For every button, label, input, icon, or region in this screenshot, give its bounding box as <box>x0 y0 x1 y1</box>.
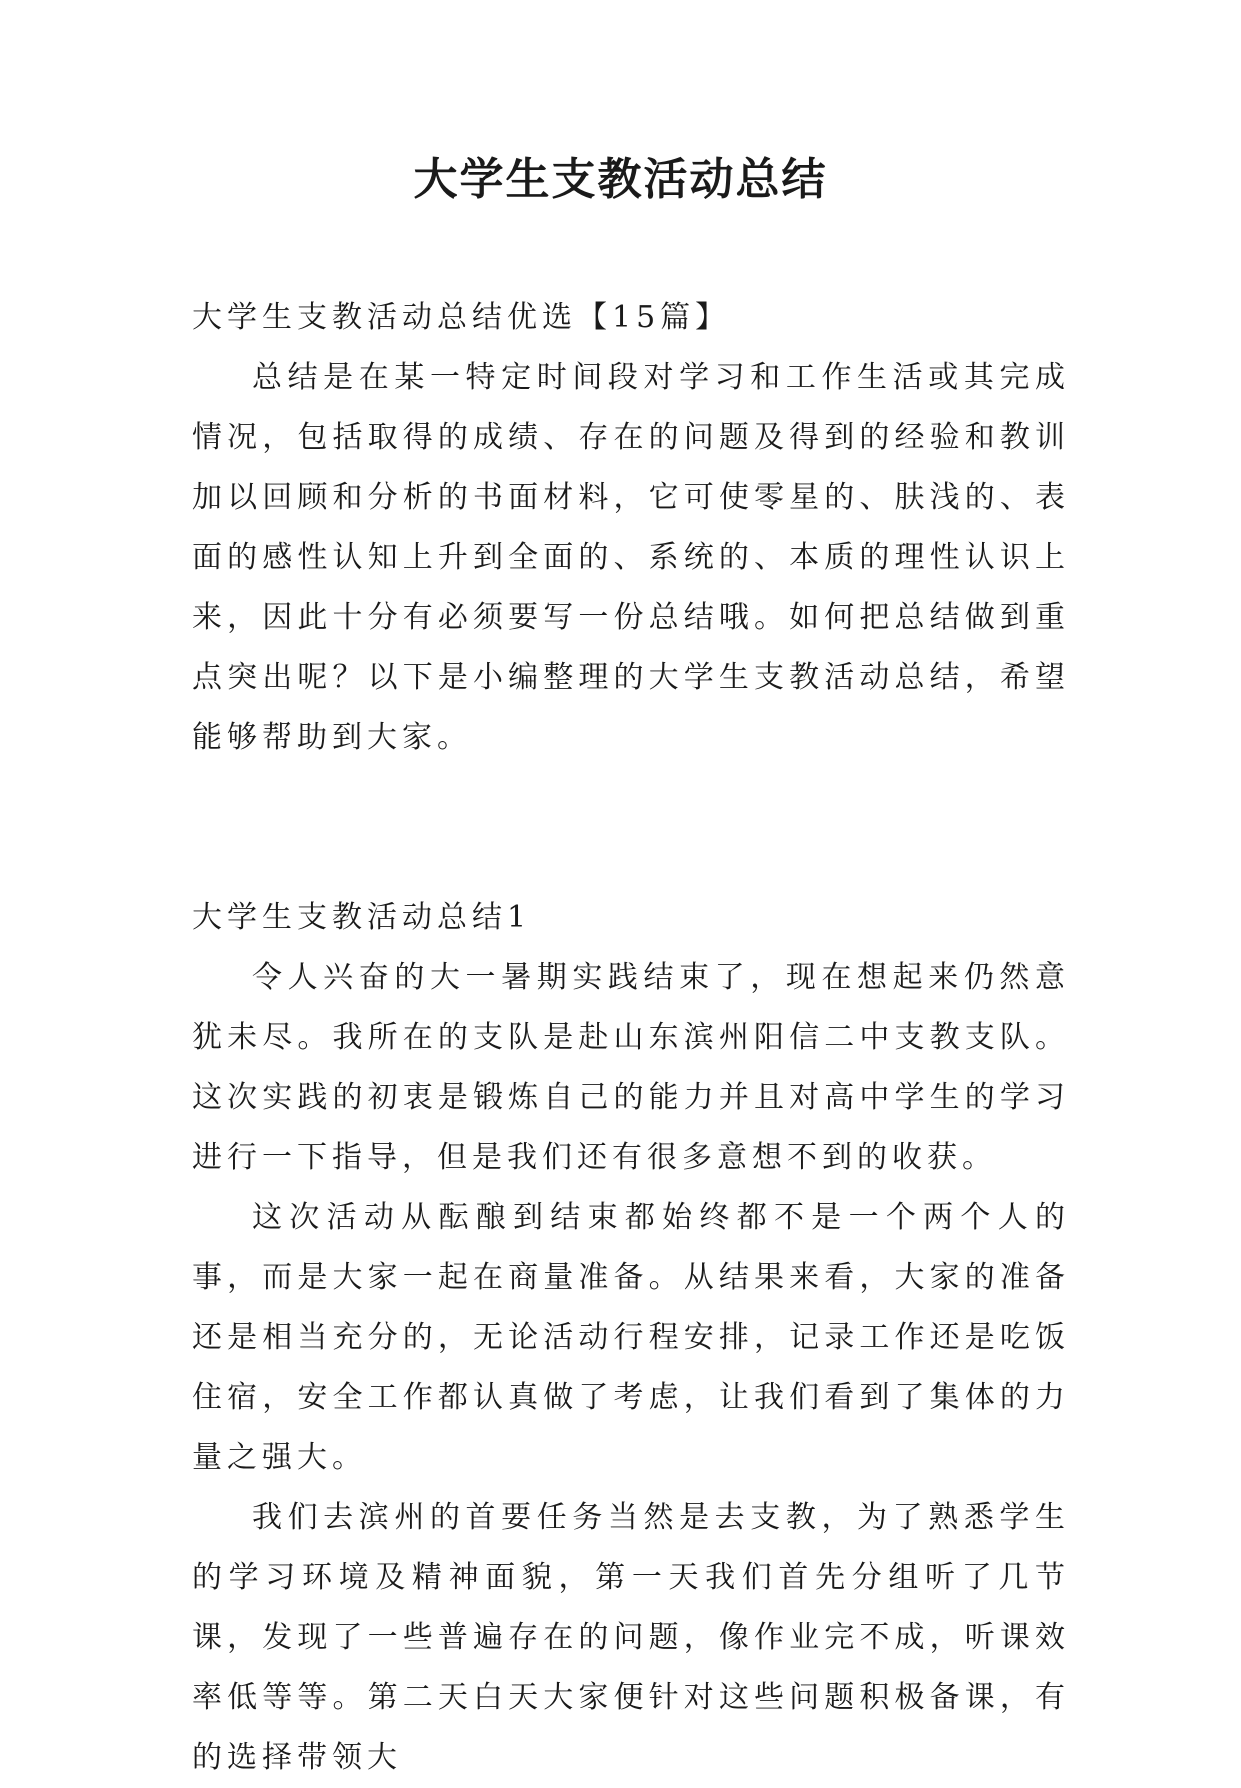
document-body <box>192 288 1070 1788</box>
section-heading: 大学生支教活动总结1 <box>192 900 532 935</box>
intro-paragraph: 总结是在某一特定时间段对学习和工作生活或其完成情况，包括取得的成绩、存在的问题及得到的经验和教训加以回顾和分析的书面材料，它可使零星的、肤浅的、表面的感性认知上升到全面的、系统的、本质的理性认识上来，因此十分有必须要写一份总结哦。如何把总结做到重点突出呢？以下是小编整理的大学生支教活动总结，希望能够帮助到大家。 <box>192 360 1070 755</box>
intro-heading: 大学生支教活动总结优选【15篇】 <box>192 300 731 335</box>
section-paragraph: 令人兴奋的大一暑期实践结束了，现在想起来仍然意犹未尽。我所在的支队是赴山东滨州阳信二中支教支队。这次实践的初衷是锻炼自己的能力并且对高中学生的学习进行一下指导，但是我们还有很多意想不到的收获。 <box>192 960 1070 1175</box>
section-paragraph: 我们去滨州的首要任务当然是去支教，为了熟悉学生的学习环境及精神面貌，第一天我们首先分组听了几节课，发现了一些普遍存在的问题，像作业完不成，听课效率低等等。第二天白天大家便针对这些问题积极备课，有的选择带领大 <box>192 1500 1070 1775</box>
section-paragraph: 这次活动从酝酿到结束都始终都不是一个两个人的事，而是大家一起在商量准备。从结果来看，大家的准备还是相当充分的，无论活动行程安排，记录工作还是吃饭住宿，安全工作都认真做了考虑，让我们看到了集体的力量之强大。 <box>192 1200 1070 1475</box>
document-title: 大学生支教活动总结 <box>413 154 828 205</box>
section-gap <box>192 768 1070 888</box>
